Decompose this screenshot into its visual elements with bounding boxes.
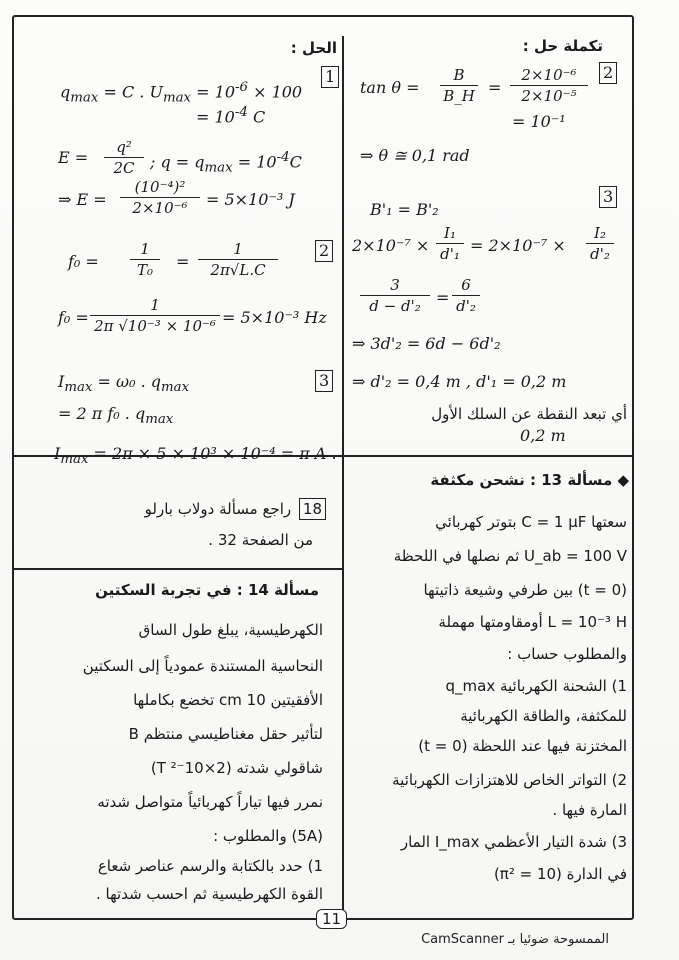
energy-calc-lhs: ⇒ E = bbox=[58, 190, 107, 209]
q14-line8: 1) حدد بالكتابة والرسم عناصر شعاع bbox=[97, 857, 323, 875]
q14-line5: شاقولي شدته (2×10⁻² T) bbox=[150, 759, 323, 777]
q13-line1: سعتها C = 1 μF بتوتر كهربائي bbox=[435, 513, 627, 531]
tan-fraction2: 2×10⁻⁶ 2×10⁻⁵ bbox=[510, 66, 588, 105]
q13-line11: 3) شدة التيار الأعظمي I_max المار bbox=[400, 833, 627, 851]
dd-fraction2: 6 d'₂ bbox=[452, 276, 480, 315]
q13-line3: (t = 0) بين طرفي وشيعة ذاتيتها bbox=[423, 581, 627, 599]
energy-formula-fraction: q² 2C bbox=[104, 138, 144, 177]
q13-line4: L = 10⁻³ H أومقاومتها مهملة bbox=[438, 613, 627, 631]
f0-formula-fraction1: 1 T₀ bbox=[130, 240, 160, 279]
f0-calc-lhs: f₀ = bbox=[58, 308, 89, 327]
camscanner-watermark: الممسوحة ضوئيا بـ CamScanner bbox=[421, 932, 609, 947]
tan-eq: = bbox=[488, 78, 502, 97]
q14-title: مسألة 14 : في تجربة السكتين bbox=[95, 581, 319, 599]
f0-formula-fraction2: 1 2π√L.C bbox=[198, 240, 278, 279]
q18-line1: 18 راجع مسألة دولاب بارلو bbox=[145, 498, 329, 520]
f0-calc-result: = 5×10⁻³ Hz bbox=[222, 308, 327, 327]
dd-step3: ⇒ d'₂ = 0,4 m , d'₁ = 0,2 m bbox=[352, 372, 567, 391]
q13-line9: 2) التواتر الخاص للاهتزازات الكهربائية bbox=[392, 771, 627, 789]
imax-result: $I_{max} = 2\pi \times 5 \times 10^3 \times 10^{-4} = \pi$ A . bbox=[54, 444, 337, 468]
imax-formula-2: = 2 π f₀ . $q_{max}$ bbox=[58, 404, 174, 428]
page-number: 11 bbox=[316, 909, 347, 929]
dd-step2: ⇒ 3d'₂ = 6d − 6d'₂ bbox=[352, 334, 501, 353]
left-top-title: الحل : bbox=[290, 39, 337, 57]
qmax-result: = $10^{-4}$ C bbox=[196, 105, 266, 127]
right-q3-label: 3 bbox=[596, 186, 620, 208]
q13-line7: للمكثفة، والطاقة الكهربائية bbox=[460, 707, 627, 725]
q18-line2: من الصفحة 32 . bbox=[208, 531, 313, 549]
left-q1-label: 1 bbox=[318, 66, 342, 88]
q13-line10: المارة فيها . bbox=[552, 801, 627, 819]
energy-calc-fraction: (10⁻⁴)² 2×10⁻⁶ bbox=[120, 178, 200, 217]
left-q3-label: 3 bbox=[312, 370, 336, 392]
bb-fraction1: I₁ d'₁ bbox=[436, 224, 464, 263]
section-divider-left bbox=[12, 568, 343, 570]
energy-formula-lhs: E = bbox=[58, 148, 89, 167]
q13-line5: والمطلوب حساب : bbox=[507, 645, 627, 663]
tan-lhs: tan θ = bbox=[360, 78, 420, 97]
b-equality: B'₁ = B'₂ bbox=[370, 200, 439, 219]
q13-title: ◆ مسألة 13 : نشحن مكثفة bbox=[430, 471, 629, 489]
f0-formula-lhs: f₀ = bbox=[68, 252, 99, 271]
diamond-icon: ◆ bbox=[612, 471, 629, 489]
right-top-title: تكملة حل : bbox=[522, 37, 603, 55]
bb-lhs: 2×10⁻⁷ × bbox=[352, 236, 430, 255]
q14-line9: القوة الكهرطيسية ثم احسب شدتها . bbox=[96, 885, 323, 903]
tan-result: = 10⁻¹ bbox=[512, 112, 566, 131]
q13-line6: 1) الشحنة الكهربائية q_max bbox=[445, 677, 627, 695]
bb-fraction2: I₂ d'₂ bbox=[586, 224, 614, 263]
left-q2-label: 2 bbox=[312, 240, 336, 262]
q13-line8: المختزنة فيها عند اللحظة (t = 0) bbox=[418, 737, 627, 755]
dd-fraction1: 3 d − d'₂ bbox=[360, 276, 430, 315]
column-divider bbox=[342, 36, 344, 916]
dd-eq: = bbox=[436, 288, 450, 307]
right-q2-label: 2 bbox=[596, 62, 620, 84]
q14-line3: الأفقيتين 10 cm تخضع بكاملها bbox=[133, 691, 323, 709]
tan-fraction1: B B_H bbox=[440, 66, 478, 105]
qmax-equation: $q_{max} = C$ . $U_{max} = 10^{-6} \times 100$ bbox=[60, 80, 303, 106]
q14-line7: (5A) والمطلوب : bbox=[213, 827, 323, 845]
f0-formula-eq: = bbox=[176, 252, 190, 271]
q13-line12: في الدارة (π² = 10) bbox=[493, 865, 627, 883]
distance-value: 0,2 m bbox=[520, 426, 566, 445]
q14-line4: لتأثير حقل مغناطيسي منتظم B bbox=[128, 725, 323, 743]
energy-calc-result: = 5×10⁻³ J bbox=[206, 190, 295, 209]
energy-formula-rest: ; $q = q_{max} = 10^{-4}C$ bbox=[150, 150, 302, 176]
imax-formula: $I_{max} = \omega_0$ . $q_{max}$ bbox=[58, 372, 190, 396]
f0-calc-fraction: 1 2π √10⁻³ × 10⁻⁶ bbox=[90, 296, 220, 335]
q14-line1: الكهرطيسية، يبلغ طول الساق bbox=[138, 621, 323, 639]
bb-mid: = 2×10⁻⁷ × bbox=[470, 236, 566, 255]
q13-line2: U_ab = 100 V ثم نصلها في اللحظة bbox=[393, 547, 627, 565]
distance-conclusion: أي تبعد النقطة عن السلك الأول bbox=[431, 405, 627, 423]
theta-result: ⇒ θ ≅ 0,1 rad bbox=[360, 146, 470, 165]
q14-line6: نمرر فيها تياراً كهربائياً متواصل شدته bbox=[97, 793, 323, 811]
q14-line2: النحاسية المستندة عمودياً إلى السكتين bbox=[82, 657, 323, 675]
